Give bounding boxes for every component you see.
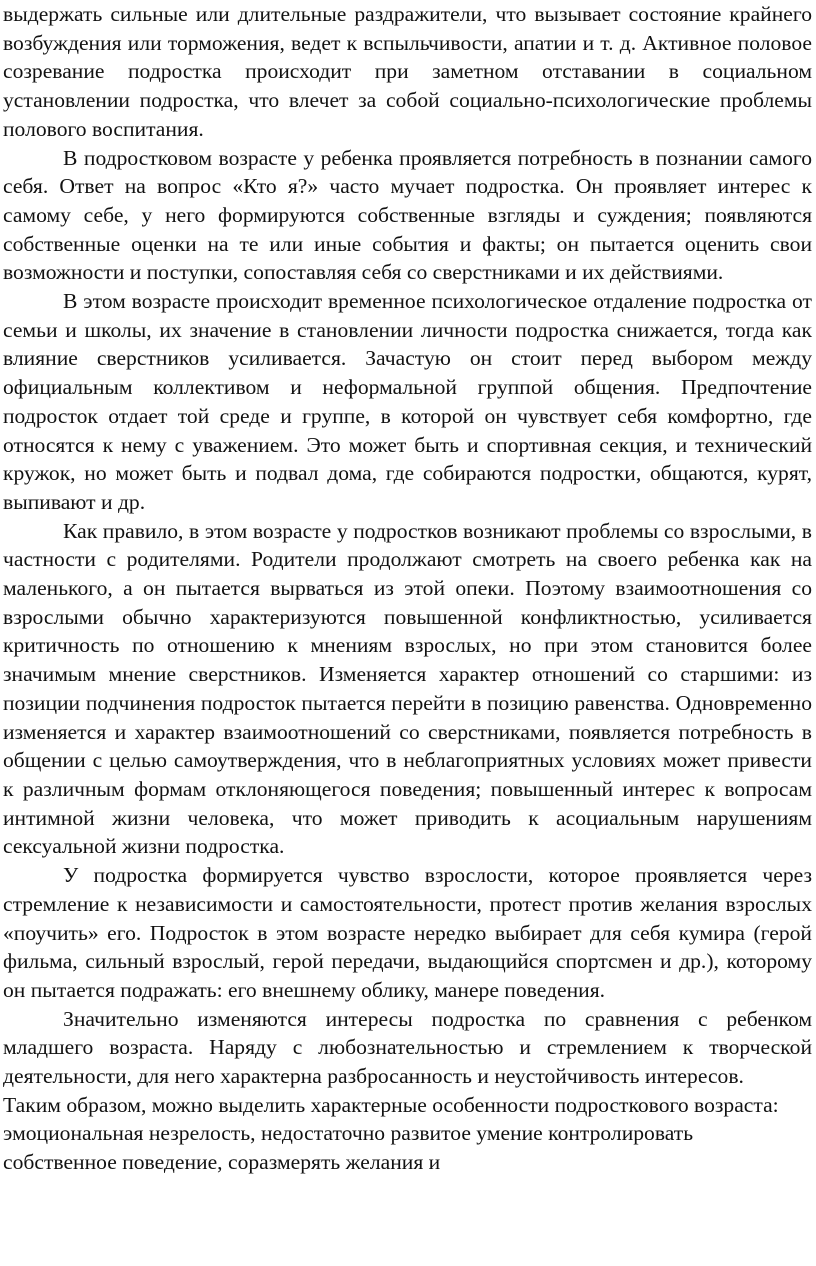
paragraph-peer-influence: В этом возрасте происходит временное психологическое отдаление подростка от семьи и школы, их значение в становлении личности подростка снижается, тогда как влияние сверстников усиливается. Зачастую он стоит перед выбором между официальным коллективом и неформальной группой общения. Предпочтение подросток отдает той среде и группе, в которой он чувствует себя комфортно, где относятся к нему с уважением. Это может быть и спортивная секция, и технический кружок, но может быть и подвал дома, где собираются подростки, общаются, курят, выпивают и др.: [3, 289, 812, 514]
paragraph-adult-relations: Как правило, в этом возрасте у подростков возникают проблемы со взрослыми, в частности с родителями. Родители продолжают смотреть на своего ребенка как на маленького, а он пытается вырваться из этой опеки. Поэтому взаимоотношения со взрослыми обычно характеризуются повышенной конфликтностью, усиливается критичность по отношению к мнениям взрослых, но при этом становится более значимым мнение сверстников. Изменяется характер отношений со старшими: из позиции подчинения подросток пытается перейти в позицию равенства. Одновременно изменяется и характер взаимоотношений со сверстниками, появляется потребность в общении с целью самоутверждения, что в неблагоприятных условиях может привести к различным формам отклоняющегося поведения; повышенный интерес к вопросам интимной жизни человека, что может приводить к асоциальным нарушениям сексуальной жизни подростка.: [3, 518, 812, 859]
paragraph-interests: Значительно изменяются интересы подростка по сравнения с ребенком младшего возраста. Наряду с любознательностью и стремлением к творческой деятельности, для него характерна разбросанность и неустойчивость интересов.: [3, 1006, 812, 1089]
paragraph-sense-of-adulthood: У подростка формируется чувство взрослости, которое проявляется через стремление к независимости и самостоятельности, протест против желания взрослых «поучить» его. Подросток в этом возрасте нередко выбирает для себя кумира (герой фильма, сильный взрослый, герой передачи, выдающийся спортсмен и др.), которому он пытается подражать: его внешнему облику, манере поведения.: [3, 863, 812, 1002]
paragraph-self-knowledge: В подростковом возрасте у ребенка проявляется потребность в познании самого себя. Ответ на вопрос «Кто я?» часто мучает подростка. Он проявляет интерес к самому себе, у него формируются собственные взгляды и суждения; появляются собственные оценки на те или иные события и факты; он пытается оценить свои возможности и поступки, сопоставляя себя со сверстниками и их действиями.: [3, 145, 812, 285]
paragraph-continuation: выдержать сильные или длительные раздражители, что вызывает состояние крайнего возбуждения или торможения, ведет к вспыльчивости, апатии и т. д. Активное половое созревание подростка происходит при заметном отставании в социальном установлении подростка, что влечет за собой социально-психологические проблемы полового воспитания.: [3, 2, 812, 141]
paragraph-summary: Таким образом, можно выделить характерные особенности подросткового возраста: эмоциональная незрелость, недостаточно развитое умение контролировать собственное поведение, соразмерять желания и: [3, 1092, 779, 1175]
